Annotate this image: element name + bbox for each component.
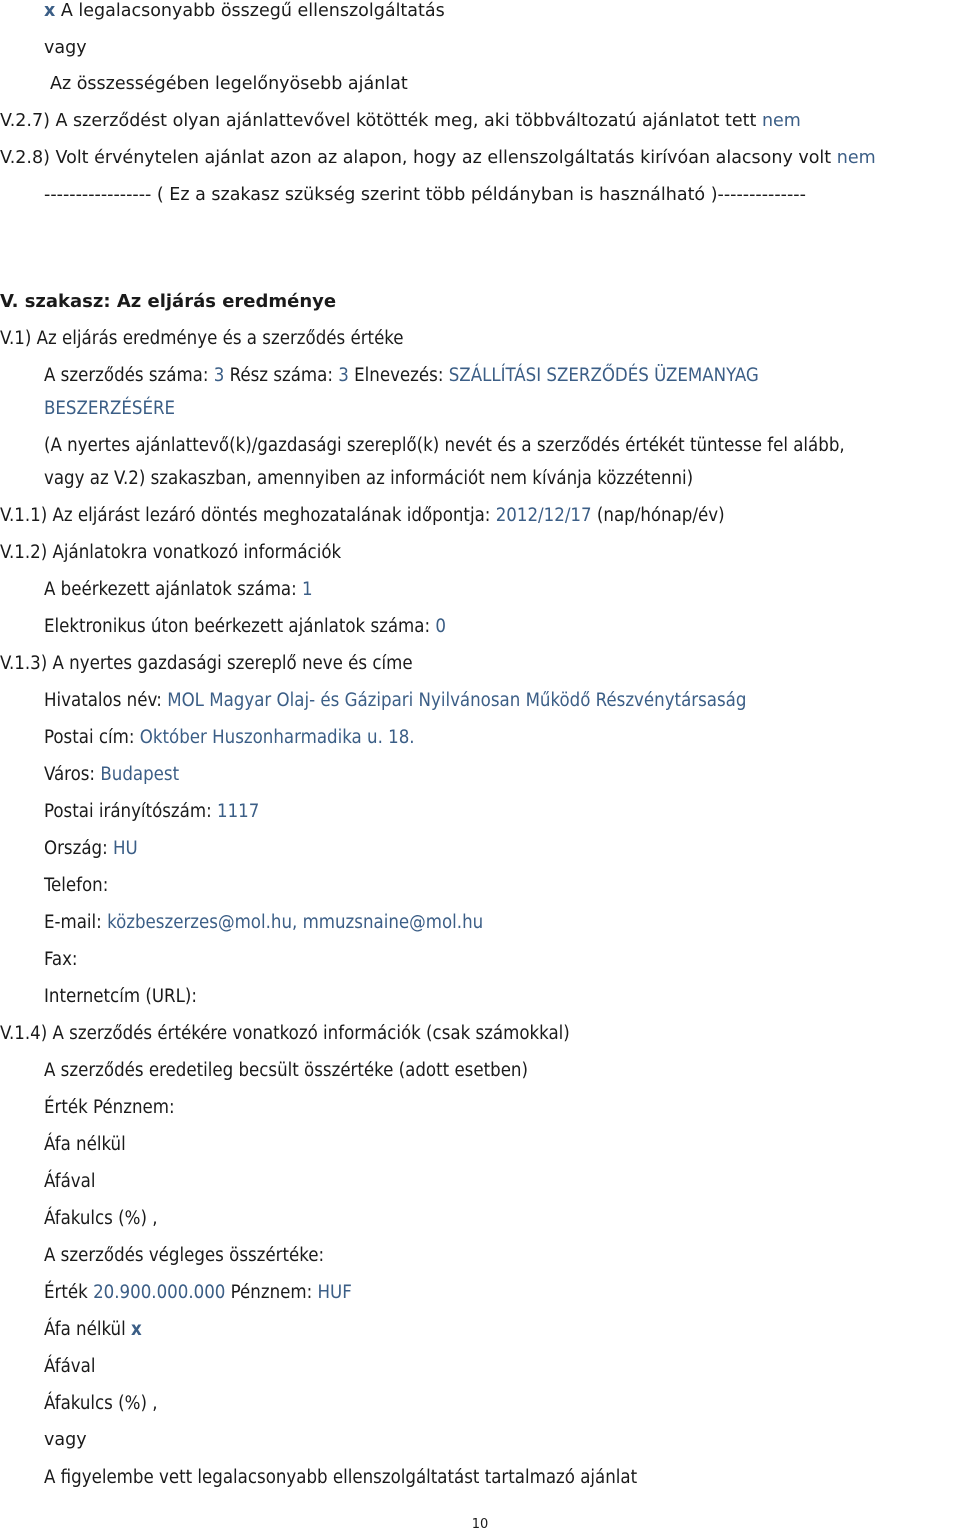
final-without-vat-row: Áfa nélkül x xyxy=(44,1319,142,1340)
contract-info-row: A szerződés száma: 3 Rész száma: 3 Elnevezés: SZÁLLÍTÁSI SZERZŐDÉS ÜZEMANYAG xyxy=(44,365,759,386)
v13-title: V.1.3) A nyertes gazdasági szereplő neve és címe xyxy=(0,653,413,674)
final-vat-rate: Áfakulcs (%) , xyxy=(44,1393,158,1414)
estimated-without-vat: Áfa nélkül xyxy=(44,1134,126,1155)
v14-title: V.1.4) A szerződés értékére vonatkozó információk (csak számokkal) xyxy=(0,1023,570,1044)
v27-row: V.2.7) A szerződést olyan ajánlattevővel kötötték meg, aki többváltozatú ajánlatot tett nem xyxy=(0,111,801,131)
country-row: Ország: HU xyxy=(44,838,138,859)
criterion-selected-mark: x xyxy=(44,1,56,21)
without-vat-selected-mark: x xyxy=(131,1319,142,1340)
final-value-row: Érték 20.900.000.000 Pénznem: HUF xyxy=(44,1282,352,1303)
estimated-value-title: A szerződés eredetileg becsült összértéke (adott esetben) xyxy=(44,1060,528,1081)
note-line-1: (A nyertes ajánlattevő(k)/gazdasági szereplő(k) nevét és a szerződés értékét tüntesse fel alább, xyxy=(44,435,845,456)
received-offers-row: A beérkezett ajánlatok száma: 1 xyxy=(44,579,313,600)
final-with-vat: Áfával xyxy=(44,1356,96,1377)
postal-code-row: Postai irányítószám: 1117 xyxy=(44,801,260,822)
section-separator: ----------------- ( Ez a szakasz szükség szerint több példányban is használható )-------------- xyxy=(44,185,806,205)
final-value-title: A szerződés végleges összértéke: xyxy=(44,1245,325,1266)
or-text-2: vagy xyxy=(44,1430,87,1450)
lowest-offer-text: A figyelembe vett legalacsonyabb ellenszolgáltatást tartalmazó ajánlat xyxy=(44,1467,638,1488)
internet-row: Internetcím (URL): xyxy=(44,986,197,1007)
official-name-row: Hivatalos név: MOL Magyar Olaj- és Gázipari Nyilvánosan Működő Részvénytársaság xyxy=(44,690,747,711)
award-criterion-lowest: x A legalacsonyabb összegű ellenszolgáltatás xyxy=(44,1,445,21)
or-text: vagy xyxy=(44,38,87,58)
estimated-value-currency: Érték Pénznem: xyxy=(44,1097,175,1118)
v11-row: V.1.1) Az eljárást lezáró döntés meghozatalának időpontja: 2012/12/17 (nap/hónap/év) xyxy=(0,505,725,526)
city-row: Város: Budapest xyxy=(44,764,180,785)
estimated-with-vat: Áfával xyxy=(44,1171,96,1192)
email-row: E-mail: közbeszerzes@mol.hu, mmuzsnaine@mol.hu xyxy=(44,912,484,933)
postal-address-row: Postai cím: Október Huszonharmadika u. 18. xyxy=(44,727,415,748)
v28-row: V.2.8) Volt érvénytelen ajánlat azon az alapon, hogy az ellenszolgáltatás kirívóan alacsony volt nem xyxy=(0,148,876,168)
electronic-offers-row: Elektronikus úton beérkezett ajánlatok száma: 0 xyxy=(44,616,446,637)
note-line-2: vagy az V.2) szakaszban, amennyiben az információt nem kívánja közzétenni) xyxy=(44,468,694,489)
v12-title: V.1.2) Ajánlatokra vonatkozó információk xyxy=(0,542,342,563)
page-number: 10 xyxy=(471,1517,489,1532)
section-v-title: V. szakasz: Az eljárás eredménye xyxy=(0,291,337,312)
fax-row: Fax: xyxy=(44,949,78,970)
phone-row: Telefon: xyxy=(44,875,109,896)
contract-name-cont: BESZERZÉSÉRE xyxy=(44,398,176,419)
award-criterion-best: Az összességében legelőnyösebb ajánlat xyxy=(50,74,408,94)
estimated-vat-rate: Áfakulcs (%) , xyxy=(44,1208,158,1229)
v1-title: V.1) Az eljárás eredménye és a szerződés értéke xyxy=(0,328,404,349)
